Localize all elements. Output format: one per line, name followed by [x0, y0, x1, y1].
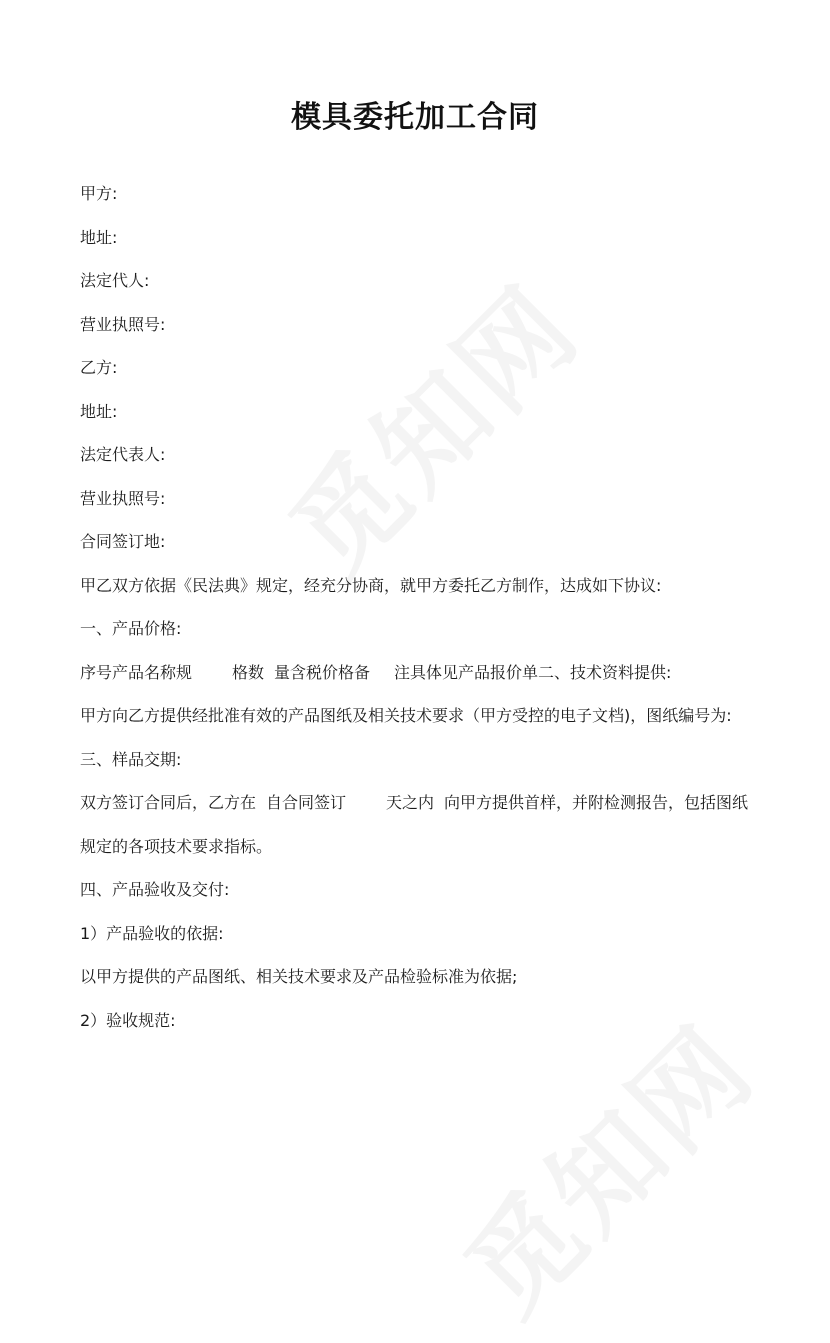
- party-b-address-line: 地址:: [80, 401, 118, 421]
- document-body: [80, 172, 750, 1042]
- section1-table-col-d: 注具体见产品报价单二、技术资料提供:: [394, 662, 672, 682]
- section1-table-col-b: 格数: [232, 662, 265, 682]
- section3-body-part-d: 向甲方提供首样，并附检测报告，包括图纸规定的各项技术要求指标。: [80, 793, 749, 856]
- section4-item1-body: 以甲方提供的产品图纸、相关技术要求及产品检验标准为依据;: [80, 967, 518, 986]
- party-a-line: 甲方:: [80, 184, 118, 203]
- party-b-license-line: 营业执照号:: [80, 488, 166, 508]
- document-title: 模具委托加工合同: [291, 100, 539, 135]
- section1-table-line: [80, 651, 750, 695]
- section1-table-col-a: 序号产品名称规: [80, 662, 193, 682]
- signing-place-line: 合同签订地:: [80, 532, 166, 551]
- preamble-paragraph: 甲乙双方依据《民法典》规定，经充分协商，就甲方委托乙方制作，达成如下协议:: [80, 575, 662, 595]
- party-b-line: 乙方:: [80, 358, 118, 377]
- party-b-legal-rep-line: 法定代表人:: [80, 445, 166, 464]
- section4-heading: 四、产品验收及交付:: [80, 880, 230, 899]
- section3-body-part-a: 双方签订合同后，乙方在: [80, 793, 257, 812]
- section3-body-part-b: 自合同签订: [266, 793, 347, 812]
- section3-body-part-c: 天之内: [386, 793, 435, 812]
- section3-body-paragraph: [80, 781, 750, 868]
- section4-item1-heading: 1）产品验收的依据:: [80, 923, 224, 943]
- party-a-license-line: 营业执照号:: [80, 314, 166, 334]
- section3-heading: 三、样品交期:: [80, 749, 182, 769]
- party-a-address-line: 地址:: [80, 227, 118, 247]
- section2-body-paragraph: 甲方向乙方提供经批准有效的产品图纸及相关技术要求（甲方受控的电子文档)，图纸编号为:: [80, 706, 732, 725]
- section4-item2-heading: 2）验收规范:: [80, 1010, 176, 1030]
- party-a-legal-rep-line: 法定代人:: [80, 271, 150, 290]
- section1-heading: 一、产品价格:: [80, 619, 182, 638]
- section1-table-col-c: 量含税价格备: [274, 662, 371, 682]
